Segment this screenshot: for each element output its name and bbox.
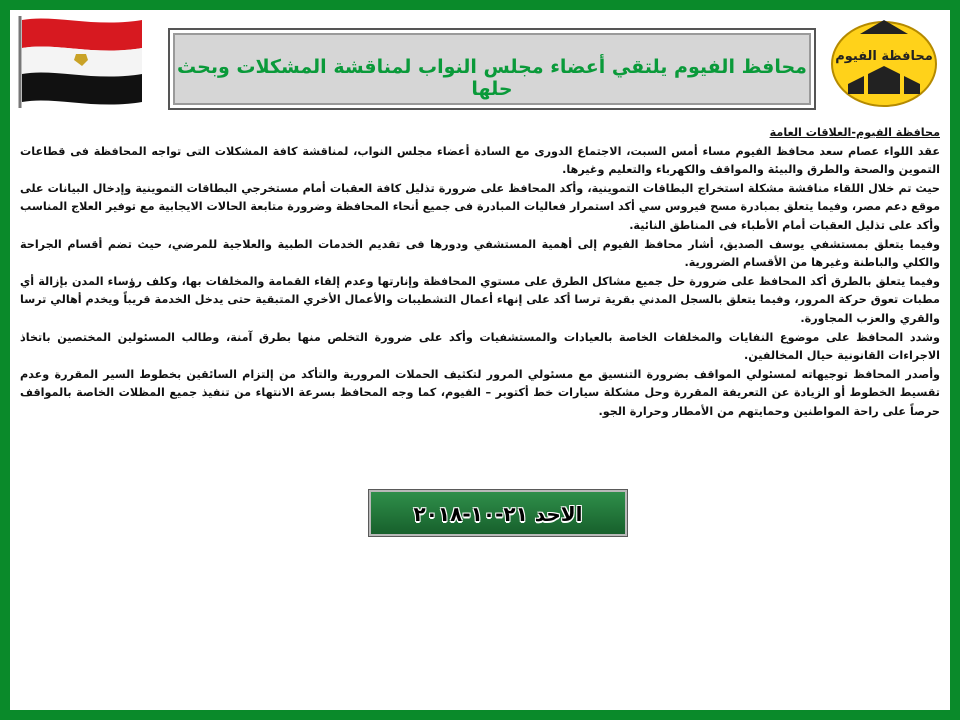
article-paragraph-6: وأصدر المحافظ توجيهاته لمسئولي المواقف بضرورة التنسيق مع مسئولي المرور لتكثيف الحملات المرورية والتأكد من إلتزام السائقين بخطوط السير المقررة وعدم تقسيط الخطوط أو الزيادة عن التعريفة المقررة وحل مشكلة سيارات خط أكتوبر – الفيوم، كما وجه المحافظ بسرعة الانتهاء من تنفيذ جميع المظلات الخاصة بالمواقف حرصاً على راحة المواطنين وحمايتهم من الأمطار وحرارة الجو. [20, 367, 940, 418]
article-paragraph-1: عقد اللواء عصام سعد محافظ الفيوم مساء أمس السبت، الاجتماع الدورى مع السادة أعضاء مجلس النواب، لمناقشة كافة المشكلات التى تواجه المحافظة فى قطاعات التموين والصحة والطرق والبيئة والمواقف والكهرباء والتعليم وغيرها. [20, 144, 940, 177]
date-banner [369, 490, 627, 536]
article-paragraph-3: وفيما يتعلق بمستشفي يوسف الصديق، أشار محافظ الفيوم إلى أهمية المستشفي ودورها فى تقديم الخدمات الطبية والعلاجية للمرضي، حيث تضم أقسام الجراحة والكلي والباطنة وغيرها من الأقسام الضرورية. [20, 237, 940, 270]
fayoum-logo [820, 14, 948, 110]
article-paragraph-2: حيث تم خلال اللقاء مناقشة مشكلة استخراج البطاقات التموينية، وأكد المحافظ على ضرورة تذليل كافة العقبات أمام مستخرجي البطاقات التموينية وإدخال البيانات على موقع دعم مصر، وفيما يتعلق بمبادرة مسح فيروس سي أكد استمرار فعاليات المبادرة فى جميع أنحاء المحافظة وضرورة متابعة الحالات الايجابية مع توفير العلاج المناسب وأكد على تذليل العقبات أمام الأطباء فى المناطق النائية. [20, 181, 940, 232]
article-body [20, 124, 940, 422]
article-paragraph-5: وشدد المحافظ على موضوع النفايات والمخلفات الخاصة بالعيادات والمستشفيات وأكد على ضرورة التخلص منها بطرق آمنة، وطالب المسئولين المختصين باتخاذ الاجراءات القانونية حيال المخالفين. [20, 330, 940, 363]
egypt-flag-image [14, 14, 148, 108]
article-date: الاحد ٢١-١٠-٢٠١٨ [413, 502, 583, 526]
logo-text: محافظة الفيوم [835, 49, 933, 64]
article-source: محافظة الفيوم-العلاقات العامة [769, 126, 940, 139]
page-title: محافظ الفيوم يلتقي أعضاء مجلس النواب لمناقشة المشكلات وبحث حلها [177, 56, 807, 100]
article-paragraph-4: وفيما يتعلق بالطرق أكد المحافظ على ضرورة حل جميع مشاكل الطرق على مستوي المحافظة وإنارتها وعدم إلقاء القمامة والمخلفات بها، وكلف رؤساء المدن بإزالة أي مطبات تعوق حركة المرور، وفيما يتعلق بالسجل المدني بقرية ترسا أكد على إنهاء أعمال التشطيبات والأعمال الأخري المتبقية حتى يدخل الخدمة قريباً ويخدم أهالي ترسا والقري والعزب المجاورة. [20, 274, 940, 325]
title-banner [168, 28, 816, 110]
